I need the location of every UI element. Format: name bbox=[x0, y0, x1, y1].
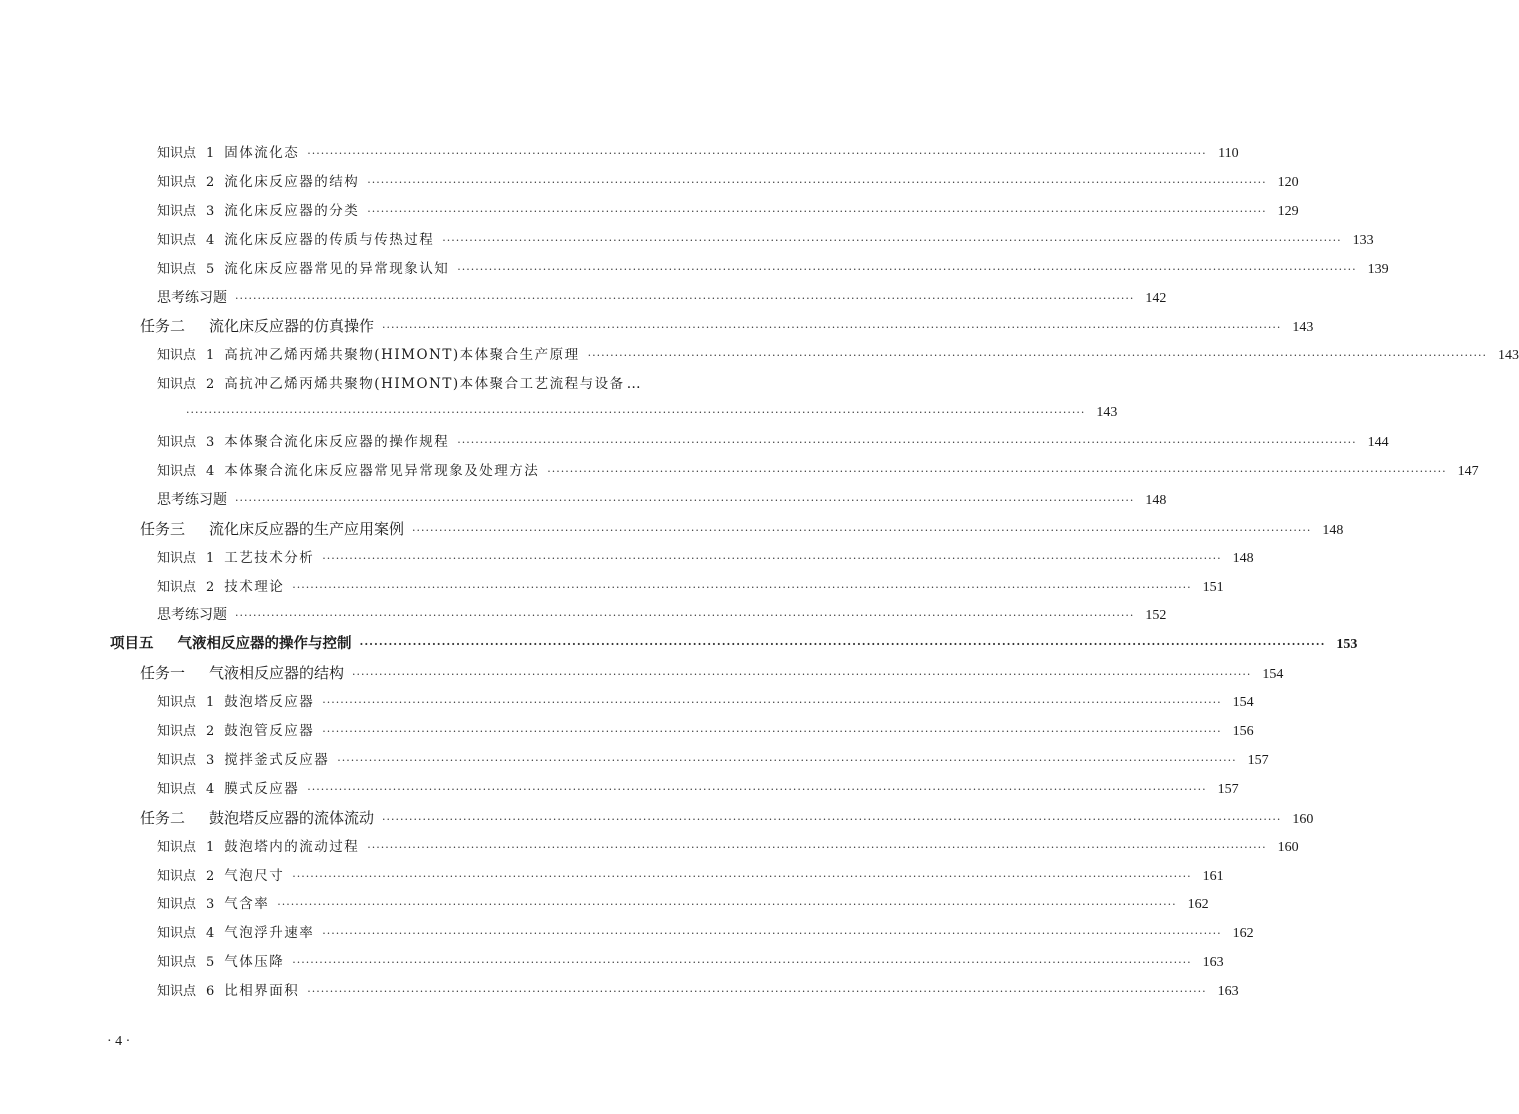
toc-entry-label-text: 知识点 bbox=[157, 781, 197, 797]
dot-leader: ········································································································································································································ bbox=[277, 898, 1177, 912]
toc-entry-page: 157 bbox=[1247, 752, 1269, 768]
toc-entry-number: 1 bbox=[206, 695, 215, 711]
toc-entry-title: 鼓泡塔反应器 bbox=[224, 694, 315, 711]
toc-entry-title: 高抗冲乙烯丙烯共聚物(HIMONT)本体聚合工艺流程与设备 bbox=[224, 376, 625, 393]
toc-entry-page: 148 bbox=[1322, 522, 1344, 538]
toc-entry-title: 流化床反应器的分类 bbox=[224, 202, 360, 219]
toc-entry-label-text: 知识点 bbox=[157, 232, 197, 248]
toc-entry-label bbox=[157, 173, 214, 193]
dot-leader: ········································································································································································································ bbox=[235, 291, 1135, 305]
toc-entry[interactable] bbox=[157, 837, 1299, 858]
toc-entry-title: 膜式反应器 bbox=[224, 780, 300, 797]
toc-entry-page: 163 bbox=[1202, 955, 1224, 971]
dot-leader: ········································································································································································································ bbox=[367, 175, 1267, 189]
toc-entry-title: 搅拌釜式反应器 bbox=[224, 751, 330, 768]
toc-entry-page: 143 bbox=[1497, 348, 1519, 364]
dot-leader: ········································································································································································································ bbox=[307, 985, 1207, 999]
toc-entry-page: 120 bbox=[1277, 174, 1299, 190]
toc-entry-page: 110 bbox=[1218, 146, 1239, 161]
toc-entry[interactable] bbox=[140, 663, 1284, 685]
dot-leader: ········································································································································································································ bbox=[412, 523, 1312, 537]
dot-leader: ········································································································································································································ bbox=[359, 638, 1326, 652]
toc-entry-label bbox=[157, 462, 214, 482]
toc-entry-continuation[interactable] bbox=[186, 403, 1118, 423]
toc-entry[interactable] bbox=[110, 634, 1358, 655]
toc-entry-label bbox=[157, 693, 214, 713]
toc-entry-page: 162 bbox=[1232, 926, 1254, 942]
toc-entry-title: 鼓泡塔反应器的流体流动 bbox=[209, 808, 375, 827]
dot-leader: ········································································································································································································ bbox=[367, 840, 1267, 854]
toc-entry-page: 144 bbox=[1367, 435, 1389, 450]
toc-entry-title: 比相界面积 bbox=[224, 983, 300, 1000]
toc-entry-number: 1 bbox=[206, 146, 215, 161]
toc-entry[interactable] bbox=[157, 374, 649, 395]
toc-entry-number: 4 bbox=[206, 781, 215, 797]
dot-leader: ········································································································································································································ bbox=[547, 464, 1447, 478]
toc-entry-title: 高抗冲乙烯丙烯共聚物(HIMONT)本体聚合生产原理 bbox=[224, 347, 580, 364]
toc-entry-number: 2 bbox=[206, 579, 215, 595]
toc-entry-label bbox=[157, 722, 214, 742]
toc-entry-number: 5 bbox=[206, 955, 215, 971]
toc-entry-page: 148 bbox=[1145, 492, 1167, 508]
toc-entry-label bbox=[157, 867, 214, 887]
toc-entry-label-text: 项目五 bbox=[110, 636, 154, 653]
toc-entry-title: 气液相反应器的结构 bbox=[209, 664, 345, 683]
toc-entry-label-text: 知识点 bbox=[157, 984, 197, 1000]
toc-entry-number: 4 bbox=[206, 926, 215, 942]
toc-entry-trailing-ellipsis: … bbox=[626, 376, 642, 393]
dot-leader: ········································································································································································································ bbox=[235, 493, 1135, 507]
toc-entry[interactable] bbox=[157, 432, 1389, 453]
toc-entry[interactable] bbox=[157, 345, 1519, 366]
toc-entry-number: 2 bbox=[206, 868, 215, 884]
toc-entry-label bbox=[140, 663, 195, 683]
toc-entry-label bbox=[157, 838, 214, 858]
toc-entry-label bbox=[157, 751, 214, 771]
page-number: · 4 · bbox=[107, 1034, 131, 1049]
toc-entry-label bbox=[157, 780, 214, 800]
toc-entry-page: 153 bbox=[1336, 637, 1358, 653]
toc-entry-number: 1 bbox=[206, 348, 215, 364]
toc-entry-label-text: 任务一 bbox=[140, 664, 186, 683]
toc-entry-label-text: 知识点 bbox=[157, 377, 197, 393]
toc-entry[interactable] bbox=[157, 172, 1299, 193]
toc-entry[interactable] bbox=[157, 490, 1167, 511]
toc-entry-label-text: 知识点 bbox=[157, 435, 197, 450]
toc-entry[interactable] bbox=[157, 259, 1389, 280]
toc-entry-number: 6 bbox=[206, 984, 215, 1000]
toc-entry-page: 160 bbox=[1292, 811, 1314, 827]
toc-entry-label-text: 知识点 bbox=[157, 348, 197, 364]
toc-entry[interactable] bbox=[157, 866, 1224, 887]
toc-entry-page: 148 bbox=[1232, 550, 1254, 566]
dot-leader: ········································································································································································································ bbox=[382, 812, 1282, 826]
toc-entry-page: 142 bbox=[1145, 290, 1167, 306]
dot-leader: ········································································································································································································ bbox=[322, 927, 1222, 941]
toc-entry-number: 3 bbox=[206, 203, 215, 219]
toc-entry-title: 气泡尺寸 bbox=[224, 867, 285, 884]
toc-entry-number: 2 bbox=[206, 174, 215, 190]
toc-entry-label-text: 知识点 bbox=[157, 752, 197, 768]
toc-entry-number: 4 bbox=[206, 232, 215, 248]
toc-entry-label-text: 知识点 bbox=[157, 146, 197, 161]
toc-entry-title: 气泡浮升速率 bbox=[224, 925, 315, 942]
toc-entry-page: 139 bbox=[1367, 261, 1389, 277]
dot-leader: ········································································································································································································ bbox=[292, 580, 1192, 594]
toc-entry-label bbox=[110, 634, 164, 654]
dot-leader: ········································································································································································································ bbox=[307, 782, 1207, 796]
toc-entry-title: 流化床反应器的传质与传热过程 bbox=[224, 231, 435, 248]
toc-entry-label-text: 知识点 bbox=[157, 926, 197, 942]
toc-entry-page: 160 bbox=[1277, 839, 1299, 855]
toc-entry-page: 151 bbox=[1202, 579, 1224, 595]
toc-entry-label-text: 知识点 bbox=[157, 550, 197, 566]
toc-entry-label bbox=[157, 982, 214, 1002]
toc-entry[interactable] bbox=[140, 808, 1314, 830]
toc-entry-label bbox=[157, 924, 214, 944]
toc-entry[interactable] bbox=[157, 201, 1299, 222]
toc-entry[interactable] bbox=[157, 288, 1167, 309]
toc-entry[interactable] bbox=[157, 143, 1239, 164]
dot-leader: ········································································································································································································ bbox=[382, 321, 1282, 335]
toc-entry-title: 思考练习题 bbox=[157, 491, 227, 508]
toc-entry-number: 1 bbox=[206, 550, 215, 566]
dot-leader: ········································································································································································································ bbox=[292, 869, 1192, 883]
toc-entry-page: 129 bbox=[1277, 203, 1299, 219]
toc-entry-label-text: 任务三 bbox=[140, 519, 186, 538]
toc-entry-label bbox=[140, 316, 195, 336]
toc-entry-page: 162 bbox=[1187, 897, 1209, 913]
dot-leader: ········································································································································································································ bbox=[587, 349, 1487, 363]
toc-entry-title: 本体聚合流化床反应器的操作规程 bbox=[224, 434, 450, 450]
toc-entry-page: 152 bbox=[1145, 608, 1167, 624]
toc-entry[interactable] bbox=[157, 721, 1254, 742]
toc-entry-page: 154 bbox=[1232, 695, 1254, 711]
toc-entry-title: 流化床反应器常见的异常现象认知 bbox=[224, 260, 450, 277]
toc-entry-title: 鼓泡管反应器 bbox=[224, 723, 315, 739]
dot-leader: ········································································································································································································ bbox=[442, 233, 1342, 247]
dot-leader: ········································································································································································································ bbox=[307, 147, 1207, 160]
toc-entry-label bbox=[157, 953, 214, 973]
toc-entry-page: 154 bbox=[1262, 667, 1284, 683]
dot-leader: ········································································································································································································ bbox=[457, 436, 1357, 449]
toc-entry-page: 143 bbox=[1096, 405, 1118, 421]
toc-entry-page: 133 bbox=[1352, 232, 1374, 248]
dot-leader: ········································································································································································································ bbox=[322, 551, 1222, 565]
dot-leader: ········································································································································································································ bbox=[457, 262, 1357, 276]
toc-entry-label-text: 知识点 bbox=[157, 203, 197, 219]
dot-leader: ········································································································································································································ bbox=[235, 609, 1135, 623]
toc-entry-label bbox=[157, 231, 214, 251]
toc-entry-label bbox=[157, 895, 214, 915]
toc-entry-label bbox=[157, 433, 214, 453]
toc-entry-label-text: 知识点 bbox=[157, 261, 197, 277]
toc-entry-title: 气体压降 bbox=[224, 954, 285, 971]
dot-leader: ········································································································································································································ bbox=[292, 956, 1192, 970]
toc-entry-label bbox=[157, 578, 214, 598]
toc-entry-number: 2 bbox=[206, 377, 215, 393]
toc-entry-label-text: 知识点 bbox=[157, 955, 197, 971]
toc-entry-title: 流化床反应器的生产应用案例 bbox=[209, 519, 405, 538]
toc-entry[interactable] bbox=[157, 548, 1254, 569]
toc-entry-label-text: 任务二 bbox=[140, 317, 186, 336]
toc-entry-label bbox=[157, 375, 214, 395]
toc-entry-page: 156 bbox=[1232, 724, 1254, 739]
toc-entry-label bbox=[157, 549, 214, 569]
toc-entry-number: 2 bbox=[206, 724, 215, 739]
toc-entry[interactable] bbox=[157, 894, 1209, 915]
toc-entry-page: 163 bbox=[1217, 984, 1239, 1000]
toc-entry-label bbox=[140, 519, 195, 539]
toc-entry-title: 气液相反应器的操作与控制 bbox=[177, 636, 352, 653]
toc-entry-label-text: 知识点 bbox=[157, 174, 197, 190]
toc-entry-title: 固体流化态 bbox=[224, 145, 300, 161]
toc-entry-label-text: 知识点 bbox=[157, 897, 197, 913]
dot-leader: ········································································································································································································ bbox=[337, 753, 1237, 767]
toc-entry-page: 157 bbox=[1217, 781, 1239, 797]
toc-entry-label-text: 知识点 bbox=[157, 868, 197, 884]
toc-entry[interactable] bbox=[157, 577, 1224, 598]
toc-entry[interactable] bbox=[157, 230, 1374, 251]
toc-entry-label bbox=[157, 202, 214, 222]
toc-entry-number: 4 bbox=[206, 463, 215, 479]
toc-entry[interactable] bbox=[157, 750, 1269, 771]
toc-entry-label-text: 任务二 bbox=[140, 808, 186, 827]
dot-leader: ········································································································································································································ bbox=[367, 204, 1267, 218]
toc-entry-title: 技术理论 bbox=[224, 578, 285, 595]
toc-entry-number: 3 bbox=[206, 897, 215, 913]
toc-entry-title: 思考练习题 bbox=[157, 607, 227, 624]
toc-entry-number: 5 bbox=[206, 261, 215, 277]
dot-leader: ········································································································································································································ bbox=[186, 406, 1086, 420]
dot-leader: ········································································································································································································ bbox=[322, 696, 1222, 710]
toc-entry-label-text: 知识点 bbox=[157, 695, 197, 711]
toc-entry-title: 思考练习题 bbox=[157, 289, 227, 306]
toc-entry-page: 161 bbox=[1202, 868, 1224, 884]
toc-entry-label-text: 知识点 bbox=[157, 839, 197, 855]
toc-entry[interactable] bbox=[157, 952, 1224, 973]
toc-entry[interactable] bbox=[140, 316, 1314, 338]
toc-entry-label bbox=[157, 144, 214, 164]
toc-entry-title: 流化床反应器的结构 bbox=[224, 173, 360, 190]
toc-entry-title: 气含率 bbox=[224, 896, 270, 913]
toc-entry[interactable] bbox=[157, 923, 1254, 944]
toc-entry-title: 流化床反应器的仿真操作 bbox=[209, 317, 375, 336]
toc-entry-page: 147 bbox=[1457, 463, 1479, 479]
dot-leader: ········································································································································································································ bbox=[352, 668, 1252, 682]
toc-entry-label bbox=[157, 260, 214, 280]
toc-entry-label-text: 知识点 bbox=[157, 579, 197, 595]
toc-entry[interactable] bbox=[157, 981, 1239, 1002]
toc-entry-number: 1 bbox=[206, 839, 215, 855]
toc-entry-page: 143 bbox=[1292, 320, 1314, 336]
toc-entry-title: 本体聚合流化床反应器常见异常现象及处理方法 bbox=[224, 462, 540, 479]
toc-entry[interactable] bbox=[157, 692, 1254, 713]
toc-entry-label bbox=[157, 346, 214, 366]
toc-entry-label bbox=[140, 808, 195, 828]
toc-entry-label-text: 知识点 bbox=[157, 463, 197, 479]
toc-entry-number: 3 bbox=[206, 752, 215, 768]
toc-entry[interactable] bbox=[157, 779, 1239, 800]
toc-entry[interactable] bbox=[140, 519, 1344, 541]
toc-entry[interactable] bbox=[157, 461, 1479, 482]
toc-entry-label-text: 知识点 bbox=[157, 724, 197, 739]
toc-entry-title: 鼓泡塔内的流动过程 bbox=[224, 838, 360, 855]
toc-entry-number: 3 bbox=[206, 435, 215, 450]
toc-entry-title: 工艺技术分析 bbox=[224, 549, 315, 566]
dot-leader: ········································································································································································································ bbox=[322, 725, 1222, 738]
toc-entry[interactable] bbox=[157, 605, 1167, 626]
